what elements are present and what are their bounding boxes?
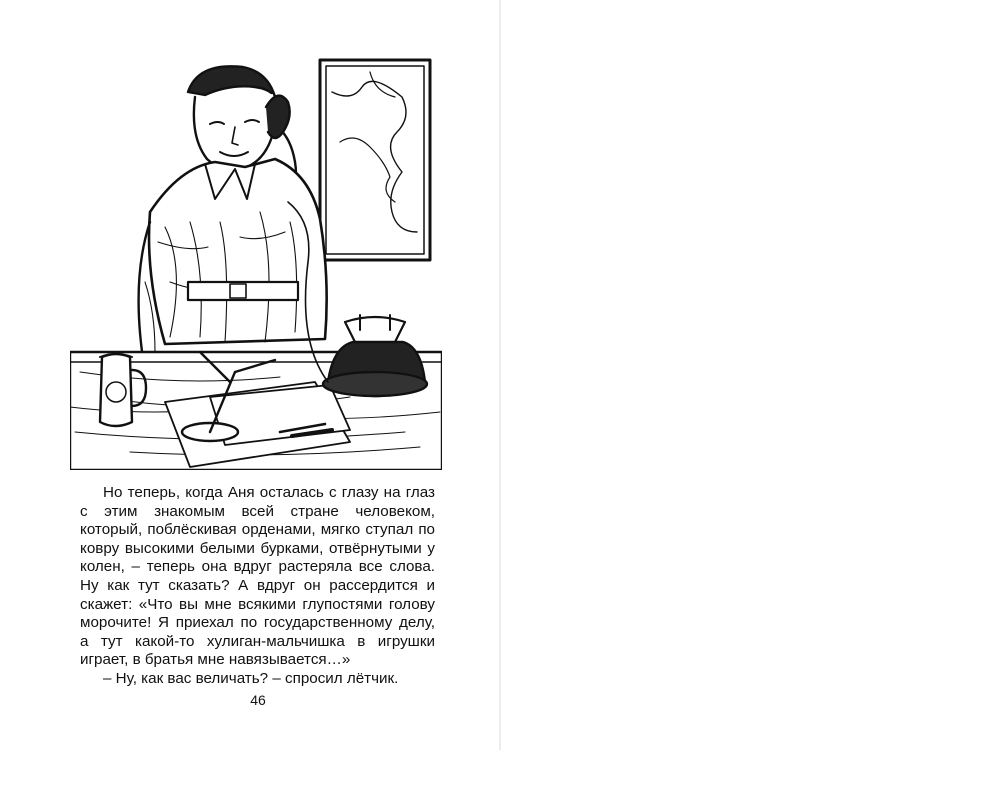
left-page-text	[80, 484, 435, 689]
pilot-figure	[139, 66, 327, 397]
wall-map	[320, 60, 430, 260]
page-number-left: 46	[250, 692, 266, 708]
right-page	[500, 0, 1001, 750]
illustration-pilot-on-phone	[70, 52, 442, 470]
paragraph: – Ну, как вас величать? – спросил лётчик.	[103, 669, 399, 687]
paragraph: Но теперь, когда Аня осталась с глазу на глаз с этим знакомым всей стране человеком, который, поблёскивая орденами, мягко ступал по ковру высокими белыми бурками, отвёрнутыми у колен, – теперь она вдруг растеряла все слова. Ну как тут сказать? А вдруг он рассердится и скажет: «Что вы мне всякими глупостями голову морочите! Я приехал по государственному делу, а тут какой-то хулиган-мальчишка в игрушки играет, в братья мне навязывается…»	[80, 484, 435, 669]
left-page	[0, 0, 500, 750]
